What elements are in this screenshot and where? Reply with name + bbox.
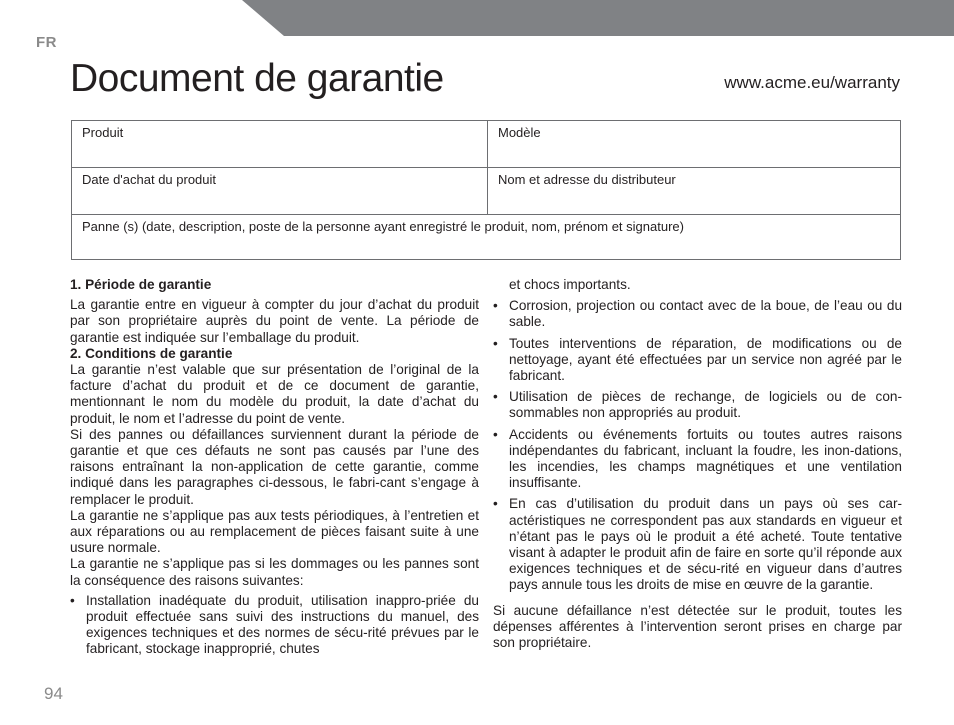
failure-field[interactable] xyxy=(72,215,900,259)
product-field[interactable] xyxy=(72,121,488,168)
model-label: Modèle xyxy=(498,125,541,140)
header-band xyxy=(0,0,954,36)
left-column xyxy=(70,277,479,663)
list-item: • Installation inadéquate du produit, utilisation inappro-priée du produit effectuée sans suivi des instructions du manuel, des exigences techniques et des normes de sécu-rité prévues par le fabricant, stockage inapproprié, chutes xyxy=(70,593,479,658)
list-item-continuation: et chocs importants. xyxy=(509,277,631,292)
paragraph-conditions-4: La garantie ne s’applique pas si les dommages ou les pannes sont la conséquence des raisons suivantes: xyxy=(70,556,479,588)
paragraph-conditions-1: La garantie n’est valable que sur présentation de l’original de la facture d’achat du produit et de ce document de garantie, mentionnant le nom du modèle du produit, la date d’achat du produit, le nom et l’adresse du point de vente. xyxy=(70,362,479,426)
page-number: 94 xyxy=(44,684,63,703)
paragraph-conditions-3: La garantie ne s’applique pas aux tests périodiques, à l’entretien et aux réparations ou au remplacement de pièces faisant suite à une usure normale. xyxy=(70,507,479,556)
page-title: Document de garantie xyxy=(70,57,444,100)
distributor-label: Nom et adresse du distributeur xyxy=(498,172,676,187)
failure-label: Panne (s) (date, description, poste de la personne ayant enregistré le produit, nom, prénom et signature) xyxy=(82,219,684,234)
exclusions-list-left xyxy=(70,593,479,658)
purchase-date-label: Date d'achat du produit xyxy=(82,172,217,187)
model-field[interactable] xyxy=(488,121,900,168)
list-item: • Toutes interventions de réparation, de modifications ou de nettoyage, ayant été effectuées par un service non agréé par le fabricant. xyxy=(493,336,902,385)
list-item: • En cas d’utilisation du produit dans un pays où ses car-actéristiques ne correspondent pas aux standards en vigueur et n’étant pas le pays où le produit a été acheté. Toute tentative visant à adapter le produit afin de faire en sorte qu’il réponde aux exigences techniques et de sécu-rité en vigueur dans d’autres pays annule tous les droits de mise en œuvre de la garantie. xyxy=(493,496,902,593)
paragraph-conditions-2: Si des pannes ou défaillances surviennent durant la période de garantie et que ces défauts ne sont pas causés par l’une des raisons entraînant la non-application de cette garantie, comme indiqué dans les paragraphes ci-dessous, le fabri-cant s’engage à remplacer le produit. xyxy=(70,426,479,507)
warranty-url: www.acme.eu/warranty xyxy=(724,73,900,92)
purchase-date-field[interactable] xyxy=(72,168,488,215)
language-label: FR xyxy=(36,34,57,51)
paragraph-closing: Si aucune défaillance n’est détectée sur le produit, toutes les dépenses afférentes à l’intervention seront prises en charge par son propriétaire. xyxy=(493,602,902,651)
section-heading-warranty-period: 1. Période de garantie xyxy=(70,277,212,292)
section-heading-conditions: 2. Conditions de garantie xyxy=(70,345,233,361)
warranty-form xyxy=(71,120,901,260)
right-column xyxy=(493,277,902,651)
paragraph-warranty-period: La garantie entre en vigueur à compter du jour d’achat du produit par son propriétaire auprès du point de vente. La période de garantie est indiquée sur l’emballage du produit. xyxy=(70,297,479,345)
distributor-field[interactable] xyxy=(488,168,900,215)
list-item: • Accidents ou événements fortuits ou toutes autres raisons indépendantes du fabricant, incluant la foudre, les inon-dations, les incendies, les champs magnétiques et une ventilation insuffisante. xyxy=(493,427,902,492)
exclusions-list-right xyxy=(493,298,902,593)
list-item: • Corrosion, projection ou contact avec de la boue, de l’eau ou du sable. xyxy=(493,298,902,330)
product-label: Produit xyxy=(82,125,124,140)
list-item: • Utilisation de pièces de rechange, de logiciels ou de con-sommables non appropriés au produit. xyxy=(493,389,902,421)
